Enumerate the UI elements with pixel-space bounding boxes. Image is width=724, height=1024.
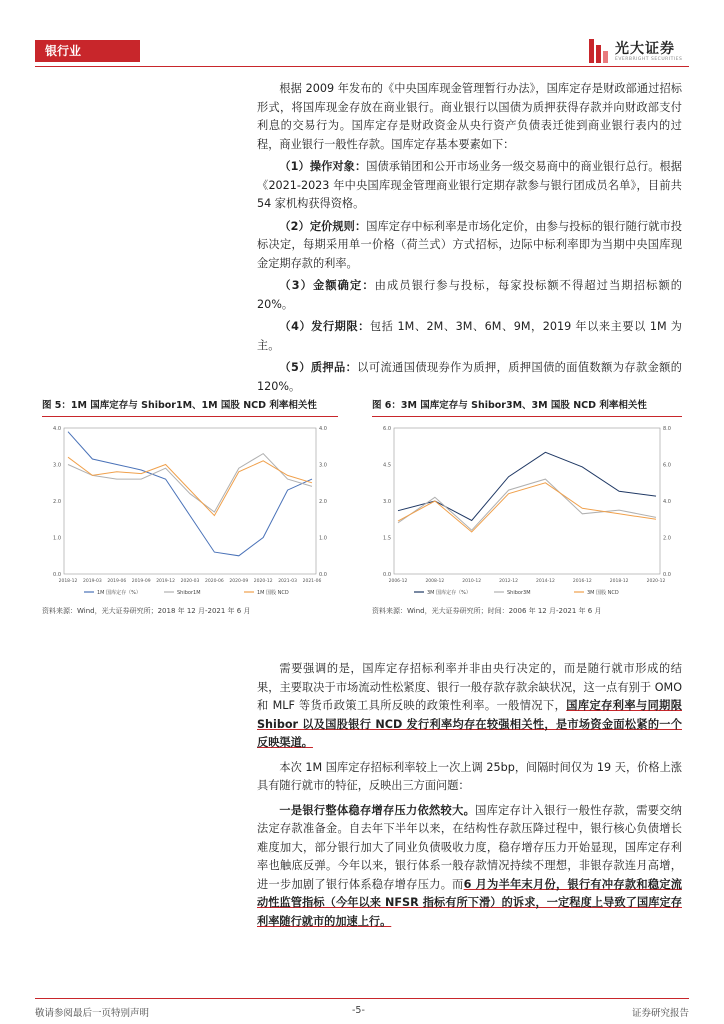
element-text: 国库定存中标利率是市场化定价，由参与投标的银行随行就市投标决定，每期采用单一价格（荷兰式）方式招标，边际中标利率即为当期中央国库现金定期存款的利率。 [257, 219, 682, 270]
element-label: （3）金额确定： [279, 279, 375, 292]
x-tick-label: 2019-12 [156, 579, 176, 584]
element-label: （5）质押品： [279, 361, 358, 374]
legend-label: 1M 国库定存（%） [97, 590, 141, 596]
element-text: 包括 1M、2M、3M、6M、9M，2019 年以来主要以 1M 为主。 [257, 320, 682, 352]
footer-report-type: 证券研究报告 [631, 1008, 689, 1019]
x-tick-label: 2019-09 [131, 579, 151, 584]
x-tick-label: 2020-12 [253, 579, 273, 584]
y-tick-left: 4.5 [383, 462, 391, 469]
legend-label: 3M 国股 NCD [587, 590, 619, 596]
y-tick-right: 3.0 [319, 462, 327, 469]
element-item-1 [257, 158, 682, 214]
footer-divider [35, 998, 689, 999]
legend-label: Shibor3M [507, 590, 531, 596]
x-tick-label: 2019-03 [82, 579, 102, 584]
x-tick-label: 2021-06 [302, 579, 322, 584]
series-line-1 [398, 479, 656, 530]
page-number: -5- [352, 1005, 365, 1016]
element-item-3 [257, 277, 682, 314]
element-label: （4）发行期限： [279, 320, 370, 333]
x-tick-label: 2018-12 [609, 579, 629, 584]
figure-6-chart [372, 420, 682, 602]
y-tick-right: 2.0 [663, 535, 671, 542]
highlight-correlation: 国库定存利率与同期限 Shibor 以及国股银行 NCD 发行利率均存在较强相关性，是市场资金面松紧的一个反映渠道。 [257, 699, 682, 749]
y-tick-left: 2.0 [53, 499, 61, 505]
element-text: 国债承销团和公开市场业务一级交易商中的商业银行总行。根据《2021-2023 年中央国库现金管理商业银行定期存款参与银行团成员名单》，目前共 54 家机构获得资格。 [257, 160, 682, 210]
figure-5-chart [42, 420, 338, 602]
brand-logo [588, 37, 698, 67]
y-tick-right: 4.0 [319, 426, 327, 432]
x-tick-label: 2010-12 [462, 579, 482, 584]
paragraph-market-rate [257, 660, 682, 753]
legend-label: Shibor1M [177, 590, 201, 596]
y-tick-right: 1.0 [319, 535, 327, 542]
y-tick-left: 1.5 [383, 535, 391, 542]
x-tick-label: 2016-12 [572, 579, 592, 584]
legend-label: 1M 国股 NCD [257, 590, 289, 596]
paragraph-intro: 根据 2009 年发布的《中央国库现金管理暂行办法》，国库定存是财政部通过招标形式，将国库现金存放在商业银行。商业银行以国债为质押获得存款并向财政部支付利息的交易行为。国库定存是财政资金从央行资产负债表迁徙到商业银行表内的过程，商业银行一般性存款。国库定存基本要素如下： [257, 82, 682, 151]
figure-5-source: 资料来源：Wind，光大证券研究所；2018 年 12 月-2021 年 6 月 [42, 607, 251, 615]
highlight-half-year: 6 月为半年末月份，银行有冲存款和稳定流动性监管指标（今年以来 NFSR 指标有所下滑）的诉求，一定程度上导致了国库定存利率随行就市的加速上行。 [257, 877, 682, 928]
y-tick-right: 8.0 [663, 426, 671, 432]
y-tick-left: 3.0 [53, 462, 61, 469]
brand-logo-icon [588, 37, 610, 65]
point-one-heading: 一是银行整体稳存增存压力依然较大。 [279, 803, 476, 817]
y-tick-left: 1.0 [53, 535, 61, 542]
y-tick-left: 3.0 [383, 499, 391, 505]
y-tick-left: 4.0 [53, 426, 61, 432]
legend-label: 3M 国库定存（%） [427, 590, 471, 596]
intro-text [257, 80, 682, 396]
paragraph-rate-hike: 本次 1M 国库定存招标利率较上一次上调 25bp，间隔时间仅为 19 天，价格上涨具有随行就市的特征，反映出三方面问题： [257, 760, 682, 792]
y-tick-left: 0.0 [53, 572, 61, 578]
analysis-text [257, 660, 682, 931]
figure-6-source: 资料来源：Wind，光大证券研究所；时间：2006 年 12 月-2021 年 6 月 [372, 607, 602, 615]
element-text: 由成员银行参与投标，每家投标额不得超过当期招标额的 20%。 [257, 279, 682, 311]
x-tick-label: 2020-12 [646, 579, 666, 584]
element-item-2 [257, 218, 682, 274]
x-tick-label: 2020-06 [204, 579, 224, 584]
series-line-1 [68, 454, 312, 512]
x-tick-label: 2019-06 [107, 579, 127, 584]
element-item-4 [257, 318, 682, 355]
x-tick-label: 2020-09 [229, 579, 249, 584]
paragraph-deposit-pressure [257, 802, 682, 932]
element-item-5 [257, 359, 682, 396]
figure-6-title: 图 6：3M 国库定存与 Shibor3M、3M 国股 NCD 利率相关性 [372, 398, 682, 417]
plot-frame [64, 428, 316, 574]
brand-name-en: EVERBRIGHT SECURITIES [615, 57, 683, 62]
figure-5-title: 图 5：1M 国库定存与 Shibor1M、1M 国股 NCD 利率相关性 [42, 398, 338, 417]
industry-tag: 银行业 [35, 40, 140, 62]
y-tick-left: 6.0 [383, 426, 391, 432]
footer-disclaimer: 敬请参阅最后一页特别声明 [35, 1008, 150, 1019]
x-tick-label: 2018-12 [58, 579, 78, 584]
header-divider [35, 66, 689, 67]
element-label: （1）操作对象： [279, 160, 367, 173]
y-tick-right: 4.0 [663, 499, 671, 505]
paragraph-text: 需要强调的是，国库定存招标利率并非由央行决定的，而是随行就市形成的结果，主要取决于市场流动性松紧度、银行一般存款存款余缺状况，这一点有别于 OMO 和 MLF 等货币政策工具所反映的政策性利率。一般情况下， [257, 662, 682, 712]
element-label: （2）定价规则： [279, 219, 367, 233]
x-tick-label: 2008-12 [425, 579, 445, 584]
y-tick-right: 6.0 [663, 462, 671, 469]
y-tick-left: 0.0 [383, 572, 391, 578]
y-tick-right: 0.0 [319, 572, 327, 578]
y-tick-right: 0.0 [663, 572, 671, 578]
brand-name-cn: 光大证券 [615, 41, 675, 57]
x-tick-label: 2006-12 [388, 579, 408, 584]
x-tick-label: 2021-03 [278, 579, 298, 584]
paragraph-text: 国库定存计入银行一般性存款，需要交纳法定存款准备金。自去年下半年以来，在结构性存款压降过程中，银行核心负债增长难度加大，部分银行加大了同业负债吸收力度，稳存增存压力开始显现，国库定存利率也触底反弹。今年以来，银行体系一般存款情况持续不理想，非银存款连月高增，进一步加剧了银行体系稳存增存压力。而 [257, 803, 682, 891]
x-tick-label: 2012-12 [499, 579, 518, 584]
x-tick-label: 2014-12 [536, 579, 555, 584]
y-tick-right: 2.0 [319, 499, 327, 505]
element-text: 以可流通国债现券作为质押，质押国债的面值数额为存款金额的 120%。 [257, 361, 682, 393]
x-tick-label: 2020-03 [180, 579, 200, 584]
